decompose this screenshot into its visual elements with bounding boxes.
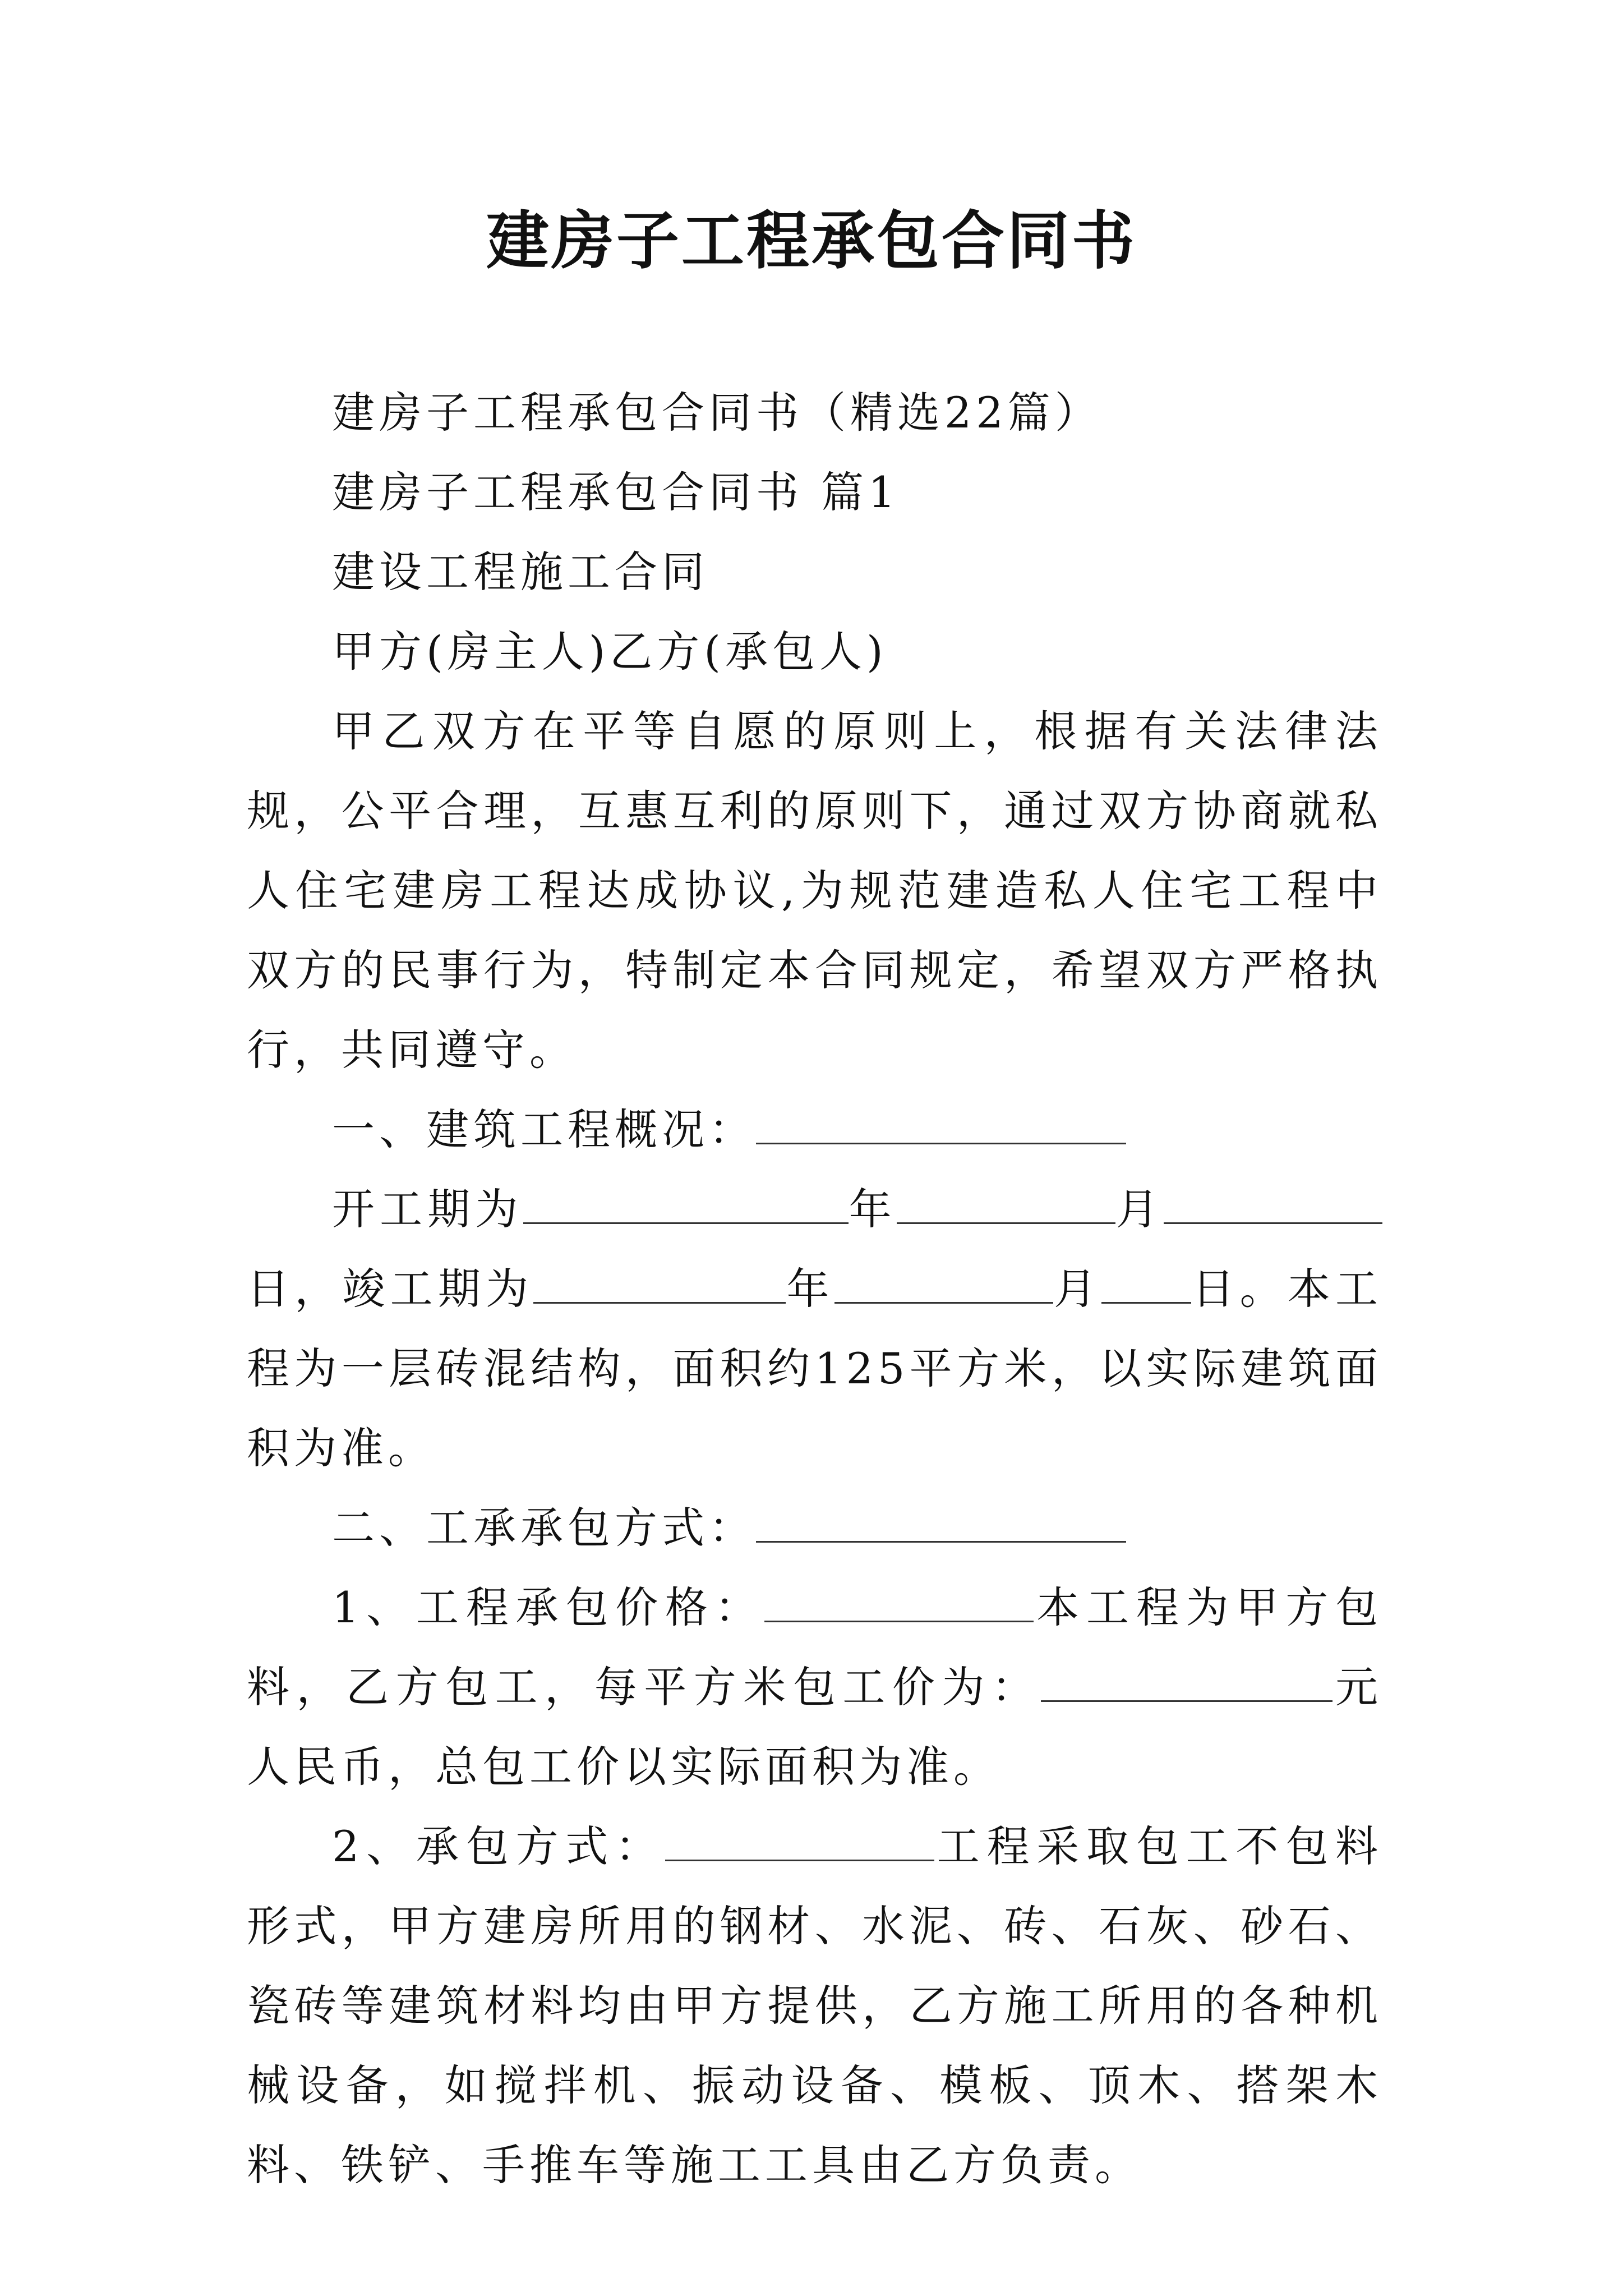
clause1-dates-paragraph (247, 1170, 1382, 1488)
document-body (247, 373, 1382, 2205)
end-day-blank (1101, 1263, 1191, 1304)
clause2-heading: 二、工承承包方式： (332, 1503, 756, 1553)
month2-label: 月 (1053, 1264, 1102, 1314)
item1-text1: 本工程为甲方包料，乙方包工，每平方米包工价为： (247, 1582, 1382, 1712)
contract-mode-blank (756, 1502, 1126, 1543)
section-heading: 建房子工程承包合同书 篇1 (332, 467, 900, 517)
clause1-heading: 一、建筑工程概况： (332, 1105, 756, 1154)
start-day-blank (1164, 1183, 1382, 1224)
end-year-blank (533, 1263, 786, 1304)
start-label: 开工期为 (332, 1184, 523, 1234)
clause2-heading-paragraph (247, 1488, 1382, 1568)
preamble-paragraph: 甲乙双方在平等自愿的原则上，根据有关法律法规，公平合理，互惠互利的原则下，通过双方协商就私人住宅建房工程达成协议,为规范建造私人住宅工程中双方的民事行为，特制定本合同规定，希望双方严格执行，共同遵守。 (247, 706, 1382, 1075)
end-month-blank (834, 1263, 1053, 1304)
mode-blank (665, 1820, 934, 1861)
clause2-item2-paragraph (247, 1807, 1382, 2205)
document-title: 建房子工程承包合同书 (486, 204, 1137, 278)
year2-label: 年 (786, 1264, 834, 1314)
item1-label: 1、工程承包价格： (332, 1582, 765, 1632)
end-label: 日，竣工期为 (247, 1264, 534, 1314)
unit-price-blank (1041, 1661, 1332, 1702)
item2-text: 工程采取包工不包料形式，甲方建房所用的钢材、水泥、砖、石灰、砂石、瓷砖等建筑材料均由甲方提供，乙方施工所用的各种机械设备，如搅拌机、振动设备、模板、顶木、搭架木料、铁铲、手推车等施工工具由乙方负责。 (247, 1821, 1383, 2190)
subtitle-paragraph: 建房子工程承包合同书（精选22篇） (332, 388, 1102, 438)
clause1-tail: 日。本工程为一层砖混结构，面积约125平方米，以实际建筑面积为准。 (247, 1264, 1383, 1473)
item1-text2: 元人民币，总包工价以实际面积为准。 (247, 1662, 1383, 1792)
overview-blank (756, 1103, 1126, 1144)
year-label: 年 (848, 1184, 897, 1234)
price-blank (764, 1581, 1034, 1622)
item2-label: 2、承包方式： (332, 1821, 665, 1871)
start-year-blank (523, 1183, 849, 1224)
clause1-heading-paragraph (247, 1090, 1382, 1170)
contract-name: 建设工程施工合同 (332, 547, 709, 597)
clause2-item1-paragraph (247, 1568, 1382, 1807)
parties-line: 甲方(房主人)乙方(承包人) (332, 627, 888, 677)
start-month-blank (897, 1183, 1115, 1224)
month-label: 月 (1115, 1184, 1164, 1234)
